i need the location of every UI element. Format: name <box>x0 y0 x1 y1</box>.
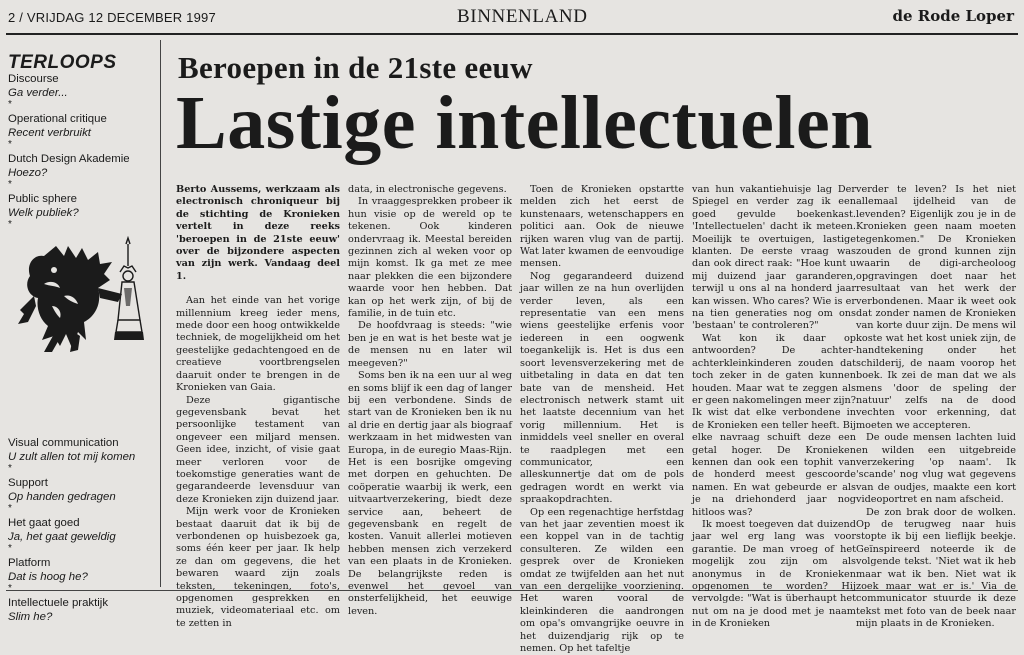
article-column-3 <box>520 184 684 655</box>
article-paragraph: Toen de Kronieken opstartte melden zich het eerst de kunstenaars, wetenschappers en politici aan. Ook de nieuwe rijken waren vlug van de partij. Wat later kwamen de eenvoudige mensen. <box>520 184 684 270</box>
article-paragraph: Ik moest toegeven dat duizend jaar wel erg lang was voor garantie. De man vroeg of het mogelijk zou zijn om als anonymus in de Kronieken opgenomen te worden? Hij vervolgde: "Wat is überhaupt het nut om na je dood met je naam in de Kronieken <box>692 518 856 630</box>
article-paragraph: Op een regenachtige herfstdag van het jaar zeventien moest ik een koppel van in de tachtig consulteren. Ze wilden een gesprek over de Kronieken omdat ze twijfelden aan het nut van een dergelijke voorziening. Het waren vooral de kleinkinderen die aandrongen om opa's omvangrijke oeuvre in het duizendjarig rijk op te nemen. Op het tafeltje <box>520 506 684 655</box>
sidebar-item <box>8 112 156 149</box>
page-date: 2 / VRIJDAG 12 DECEMBER 1997 <box>8 10 216 25</box>
sidebar-divider <box>160 40 161 587</box>
article-paragraph: data, in electronische gegevens. <box>348 184 507 195</box>
sidebar-item-label: Platform <box>8 557 51 569</box>
article-paragraph: Aan het einde van het vorige millennium kreeg ieder mens, mede door een hoog ontwikkelde techniek, de mogelijkheid om het geestelijke gedachtengoed en de creatieve voortbrengselen daaruit onder te brengen in de Kronieken van Gaia. <box>176 295 340 394</box>
separator-star: * <box>8 463 12 474</box>
separator-star: * <box>8 99 12 110</box>
article-paragraph: Wat kon ik daar op antwoorden? De achter-achterkleinkinderen zouden dat toch zeker in de gaten kunnen houden. Maar wat te zeggen als er geen nakomelingen meer zijn? Ik wist dat elke verbondene in de Kronieken een teller heeft. Bij elke navraag schuift deze een getal hoger. De Kronieken kennen dan ook een tophit van de honderd meest gescoorde namen. En wat gebeurde er als je na driehonderd jaar nog hitloos was? <box>692 332 856 518</box>
sidebar-item-label: Support <box>8 477 48 489</box>
sidebar-terloops <box>8 52 156 232</box>
sidebar-terloops-continued <box>8 436 156 627</box>
sidebar-item-value: Recent verbruikt <box>8 127 91 139</box>
separator-star: * <box>8 543 12 554</box>
separator-star: * <box>8 503 12 514</box>
sidebar-item-value: Op handen gedragen <box>8 491 116 503</box>
header-rule <box>6 33 1018 35</box>
separator-star: * <box>8 219 12 230</box>
sidebar-item-label: Dutch Design Akademie <box>8 153 130 165</box>
sidebar-item-value: Dat is hoog he? <box>8 571 88 583</box>
sidebar-item-value: Welk publiek? <box>8 207 79 219</box>
article-lead: Berto Aussems, werkzaam als electronisch chroniqueur bij de stichting de Kronieken vertelt in deze reeks 'beroepen in de 21ste eeuw' over de bijzondere aspecten van zijn werk. Vandaag deel 1. <box>176 184 340 282</box>
sidebar-item <box>8 556 156 593</box>
article-paragraph: Soms ben ik na een uur al weg en soms blijf ik een dag of langer bij een verbondene. Sinds de start van de Kronieken ben ik nu al drie en dertig jaar als biograaf werkzaam in het midwesten van Europa, in de euregio Maas-Rijn. Het is een bosrijke omgeving met dorpen en gehuchten. De coöperatie waarbij ik werk, een uitvaartverzekering, biedt deze service aan, beheert de gegevensbank en regelt de kosten. Vanuit allerlei motieven hebben mensen zich verzekerd van een plaats in de Kronieken. De belangrijkste reden is evenwel het gevoel van onsterfelijkheid, het eeuwige leven. <box>348 370 512 617</box>
separator-star: * <box>8 179 12 190</box>
sidebar-item <box>8 596 156 624</box>
article-headline: Lastige intellectuelen <box>176 81 873 165</box>
article-paragraph: Nog gegarandeerd duizend jaar willen ze na hun overlijden verder leven, als een representatie van een mens wiens geestelijke erfenis voor iedereen in een oogwenk toegankelijk is. Het is dus een soort levensverzekering met de uitbetaling in data en dat ten bate van de mensheid. Het electronisch netwerk stamt uit het laatste decennium van het vorig millennium. Het is inmiddels veel sneller en overal te raadplegen met een communicator, een alleskunnertje dat om de pols gedragen wordt en werkt via spraakopdrachten. <box>520 270 684 506</box>
sidebar-item-value: Ga verder... <box>8 87 68 99</box>
sidebar-item-value: Hoezo? <box>8 167 48 179</box>
article-paragraph: van hun vakantiehuisje lag Der Spiegel en verder zag ik een goed gevulde boekenkast. 'Intellectuelen' dacht ik meteen. Moeilijk te overtuigen, lastige klanten. De eerste vraag was dan ook direct raak: "Hoe kunt u mij duizend jaar garanderen, terwijl u ons al na honderd jaar kan wissen. Who cares? Wie is er na tien generaties nog om ons 'bestaan' te controleren?" <box>692 184 856 332</box>
article-paragraph: De hoofdvraag is steeds: "wie ben je en wat is het beste wat je de mensen nu en later wil meegeven?" <box>348 320 512 369</box>
sidebar-item <box>8 72 156 109</box>
sidebar-item-label: Het gaat goed <box>8 517 80 529</box>
sidebar-item-value: Ja, het gaat geweldig <box>8 531 116 543</box>
article-paragraph: verder te leven? Is het niet allemaal ijdelheid van de levenden? Eigenlijk zou je in de Kronieken geen naam moeten tegenkomen." De Kronieken zouden de grond kunnen zijn waarin de digi-archeoloog opgravingen doet naar het resultaat van het werk der verbondenen. Maar ik weet ook dat zonder namen de Kronieken van korte duur zijn. De mens wil koste wat het kost uniek zijn, de handtekening onder het schilderij, de naam voorop het boek. Ik zei de man dat we als mens 'door de speling der natuur' zelfs na de dood vechten voor erkenning, dat moeten we accepteren. <box>856 184 1016 431</box>
article-kicker: Beroepen in de 21ste eeuw <box>178 50 533 85</box>
publication-name: de Rode Loper <box>892 7 1014 25</box>
sidebar-item-value: U zult allen tot mij komen <box>8 451 136 463</box>
sidebar-item-label: Discourse <box>8 73 59 85</box>
article-paragraph: In vraaggesprekken probeer ik hun visie op de wereld op te tekenen. Ook kinderen ondervraag ik. Meestal bereiden gezinnen zich al weken voor op mijn komst. Ik ga met ze mee naar plekken die een bijzondere waarde voor hen hebben. Dat kan op het werk zijn, of bij de familie, in de tuin etc. <box>348 196 512 320</box>
sidebar-item <box>8 436 156 473</box>
sidebar-title: TERLOOPS <box>8 52 117 73</box>
article-paragraph: Deze gigantische gegevensbank bevat het persoonlijke testament van ongeveer een miljard mensen. Geen idee, inzicht, of visie gaat meer verloren voor de toekomstige generaties want de gegarandeerde levensduur van deze Kronieken zijn duizend jaar. <box>176 394 340 505</box>
sidebar-item <box>8 476 156 513</box>
lion-illustration <box>14 236 154 356</box>
sidebar-item-label: Public sphere <box>8 193 78 205</box>
article-column-1 <box>176 184 340 630</box>
article-paragraph: De oude mensen lachten luid en wilden een uitgebreide verzekering 'op naam'. Ik 'scande' nog vlug wat gegevens van de oudjes, maakte een kort videoportret en nam afscheid. <box>856 432 1016 506</box>
sidebar-item-label: Visual communication <box>8 437 119 449</box>
sidebar-item <box>8 152 156 189</box>
article-column-4 <box>692 184 856 631</box>
section-title: BINNENLAND <box>457 6 588 27</box>
article-paragraph: Mijn werk voor de Kronieken bestaat daaruit dat ik bij de verbondenen op huisbezoek ga, soms één keer per jaar. Ik help ze dan om gegevens, die het bewaren waard zijn zoals teksten, tekeningen, foto's, opgenomen gesprekken en muziek, videomateriaal etc. om te zetten in <box>176 506 340 629</box>
sidebar-item-label: Intellectuele praktijk <box>8 597 109 609</box>
separator-star: * <box>8 139 12 150</box>
sidebar-item-value: Slim he? <box>8 611 53 623</box>
article-column-5 <box>856 184 1016 631</box>
article-column-2 <box>348 184 512 618</box>
sidebar-item <box>8 516 156 553</box>
sidebar-item <box>8 192 156 229</box>
article-paragraph: De zon brak door de wolken. Op de terugweg naar huis stopte ik bij een lieflijk beekje. Geïnspireerd noteerde ik de volgende tekst. 'Niet wat ik heb maar wat ik ben. Niet wat ik zoek maar wat er is.' Via de communicator stuurde ik deze tekst met foto van de beek naar mijn plaats in de Kronieken. <box>856 506 1016 630</box>
separator-star: * <box>8 583 12 594</box>
sidebar-item-label: Operational critique <box>8 113 107 125</box>
